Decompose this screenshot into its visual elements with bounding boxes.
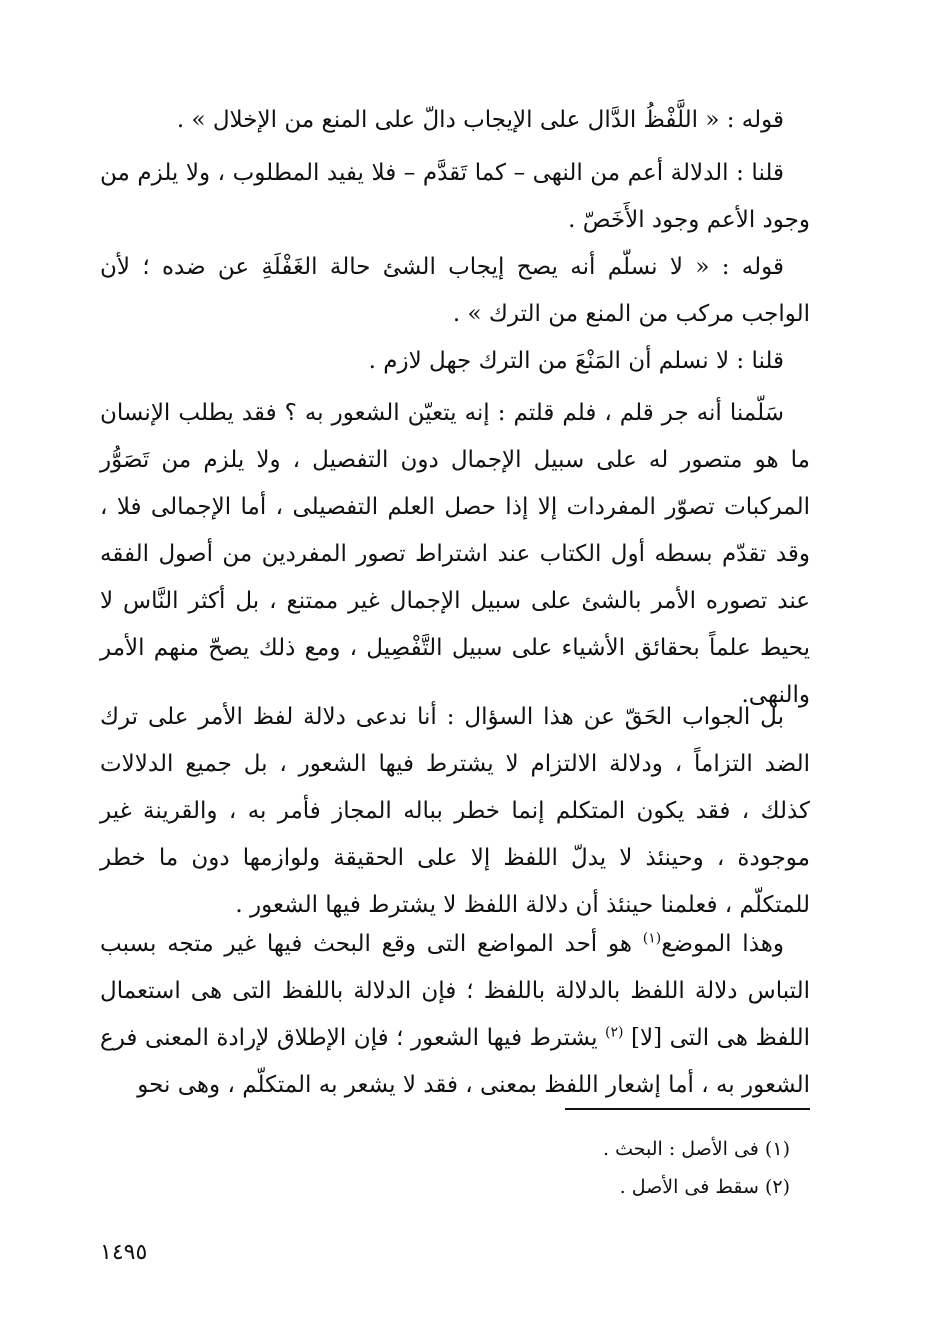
page-number: ١٤٩٥ (100, 1240, 148, 1265)
paragraph-2 (100, 150, 810, 244)
footnote-reference-1[interactable]: (١) (642, 930, 662, 947)
paragraph-text-part: هو أحد المواضع التى وقع البحث فيها غير متجه بسبب التباس دلالة اللفظ بالدلالة باللفظ ؛ فإن الدلالة باللفظ التى هى استعمال اللفظ هى التى [لا] (100, 931, 810, 1051)
paragraph-text: قلنا : الدلالة أعم من النهى – كما تَقدَّم – فلا يفيد المطلوب ، ولا يلزم من وجود الأعم وجود الأَخَصّ . (100, 160, 810, 233)
footnote-1: (١) فى الأصل : البحث . (603, 1138, 790, 1160)
paragraph-4 (100, 338, 810, 385)
paragraph-text: قلنا : لا نسلم أن المَنْعَ من الترك جهل لازم . (368, 348, 784, 374)
footnote-reference-2[interactable]: (٢) (605, 1024, 624, 1041)
paragraph-text: سَلّمنا أنه جر قلم ، فلم قلتم : إنه يتعيّن الشعور به ؟ فقد يطلب الإنسان ما هو متصور له على سبيل الإجمال دون التفصيل ، ولا يلزم من تَصَوُّر المركبات تصوّر المفردات إلا إذا حصل العلم التفصيلى ، أما الإجمالى فلا ، وقد تقدّم بسطه أول الكتاب عند اشتراط تصور المفردين من أصول الفقه عند تصوره الأمر بالشئ على سبيل الإجمال غير ممتنع ، بل أكثر النَّاس لا يحيط علماً بحقائق الأشياء على سبيل التَّفْصِيل ، ومع ذلك يصحّ منهم الأمر والنهى. (100, 400, 810, 708)
paragraph-text-part: يشترط فيها الشعور ؛ فإن الإطلاق لإرادة المعنى فرع الشعور به ، أما إشعار اللفظ بمعنى ، فقد لا يشعر به المتكلّم ، وهى نحو (100, 1025, 810, 1098)
footnote-2: (٢) سقط فى الأصل . (619, 1176, 790, 1198)
paragraph-3 (100, 244, 810, 338)
paragraph-text-part: وهذا الموضع (661, 931, 785, 957)
paragraph-text: قوله : « اللَّفْظُ الدَّال على الإيجاب دالّ على المنع من الإخلال » . (176, 107, 784, 133)
paragraph-text: قوله : « لا نسلّم أنه يصح إيجاب الشئ حالة الغَفْلَةِ عن ضده ؛ لأن الواجب مركب من المنع من الترك » . (100, 254, 810, 327)
footnotes (100, 1130, 790, 1206)
footnote-separator (565, 1108, 810, 1110)
paragraph-text (100, 921, 810, 1109)
paragraph-7 (100, 921, 810, 1109)
paragraph-5 (100, 390, 810, 719)
paragraph-text: بل الجواب الحَقّ عن هذا السؤال : أنا ندعى دلالة لفظ الأمر على ترك الضد التزاماً ، ودلالة الالتزام لا يشترط فيها الشعور ، بل جميع الدلالات كذلك ، فقد يكون المتكلم إنما خطر بباله المجاز فأمر به ، والقرينة غير موجودة ، وحينئذ لا يدلّ اللفظ إلا على الحقيقة ولوازمها دون ما خطر للمتكلّم ، فعلمنا حينئذ أن دلالة اللفظ لا يشترط فيها الشعور . (100, 704, 810, 918)
paragraph-6 (100, 694, 810, 929)
paragraph-1 (100, 97, 810, 144)
